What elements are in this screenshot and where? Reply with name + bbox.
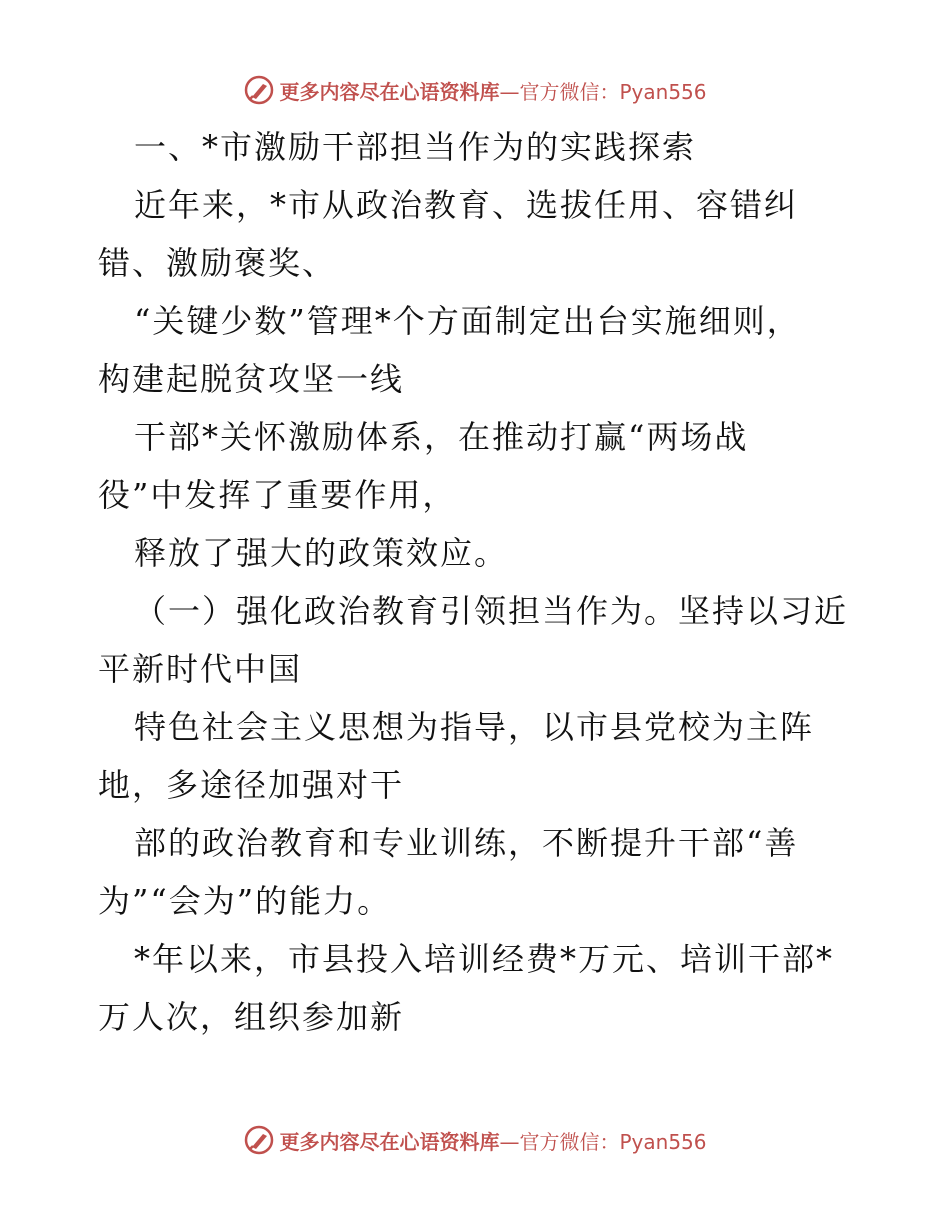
paragraph-line: 地，多途径加强对干 bbox=[98, 766, 405, 804]
footer-brand-text: 更多内容尽在心语资料库 bbox=[279, 1129, 500, 1154]
header-banner-text bbox=[279, 76, 706, 105]
paragraph-line: 为”“会为”的能力。 bbox=[98, 882, 392, 920]
document-body bbox=[98, 118, 888, 1046]
header-banner bbox=[0, 72, 950, 108]
pen-nib-logo-icon bbox=[243, 74, 275, 106]
paragraph-line: 特色社会主义思想为指导，以市县党校为主阵 bbox=[134, 708, 815, 746]
paragraph-line: 干部*关怀激励体系，在推动打赢“两场战 bbox=[134, 418, 749, 456]
paragraph-line: 释放了强大的政策效应。 bbox=[134, 534, 509, 572]
paragraph-line: *年以来，市县投入培训经费*万元、培训干部* bbox=[134, 940, 835, 978]
pen-nib-logo-icon bbox=[243, 1124, 275, 1156]
paragraph-line: “关键少数”管理*个方面制定出台实施细则， bbox=[134, 302, 801, 340]
paragraph-line: 近年来，*市从政治教育、选拔任用、容错纠 bbox=[134, 186, 799, 224]
header-wechat-label: 官方微信： bbox=[519, 79, 620, 104]
footer-dash: — bbox=[499, 1129, 520, 1154]
section-heading: 一、*市激励干部担当作为的实践探索 bbox=[134, 128, 697, 166]
footer-banner-text bbox=[279, 1126, 706, 1155]
header-dash: — bbox=[499, 79, 520, 104]
subsection-heading: （一）强化政治教育引领担当作为。坚持以习近 bbox=[134, 592, 849, 630]
paragraph-line: 万人次，组织参加新 bbox=[98, 998, 405, 1036]
footer-wechat-label: 官方微信： bbox=[519, 1129, 620, 1154]
paragraph-line: 构建起脱贫攻坚一线 bbox=[98, 360, 405, 398]
paragraph-line: 役”中发挥了重要作用， bbox=[98, 476, 457, 514]
header-wechat-id: Pyan556 bbox=[619, 79, 707, 104]
paragraph-line: 部的政治教育和专业训练，不断提升干部“善 bbox=[134, 824, 799, 862]
header-brand-text: 更多内容尽在心语资料库 bbox=[279, 79, 500, 104]
footer-wechat-id: Pyan556 bbox=[619, 1129, 707, 1154]
paragraph-line: 错、激励褒奖、 bbox=[98, 244, 337, 282]
paragraph-line: 平新时代中国 bbox=[98, 650, 303, 688]
footer-banner bbox=[0, 1122, 950, 1158]
